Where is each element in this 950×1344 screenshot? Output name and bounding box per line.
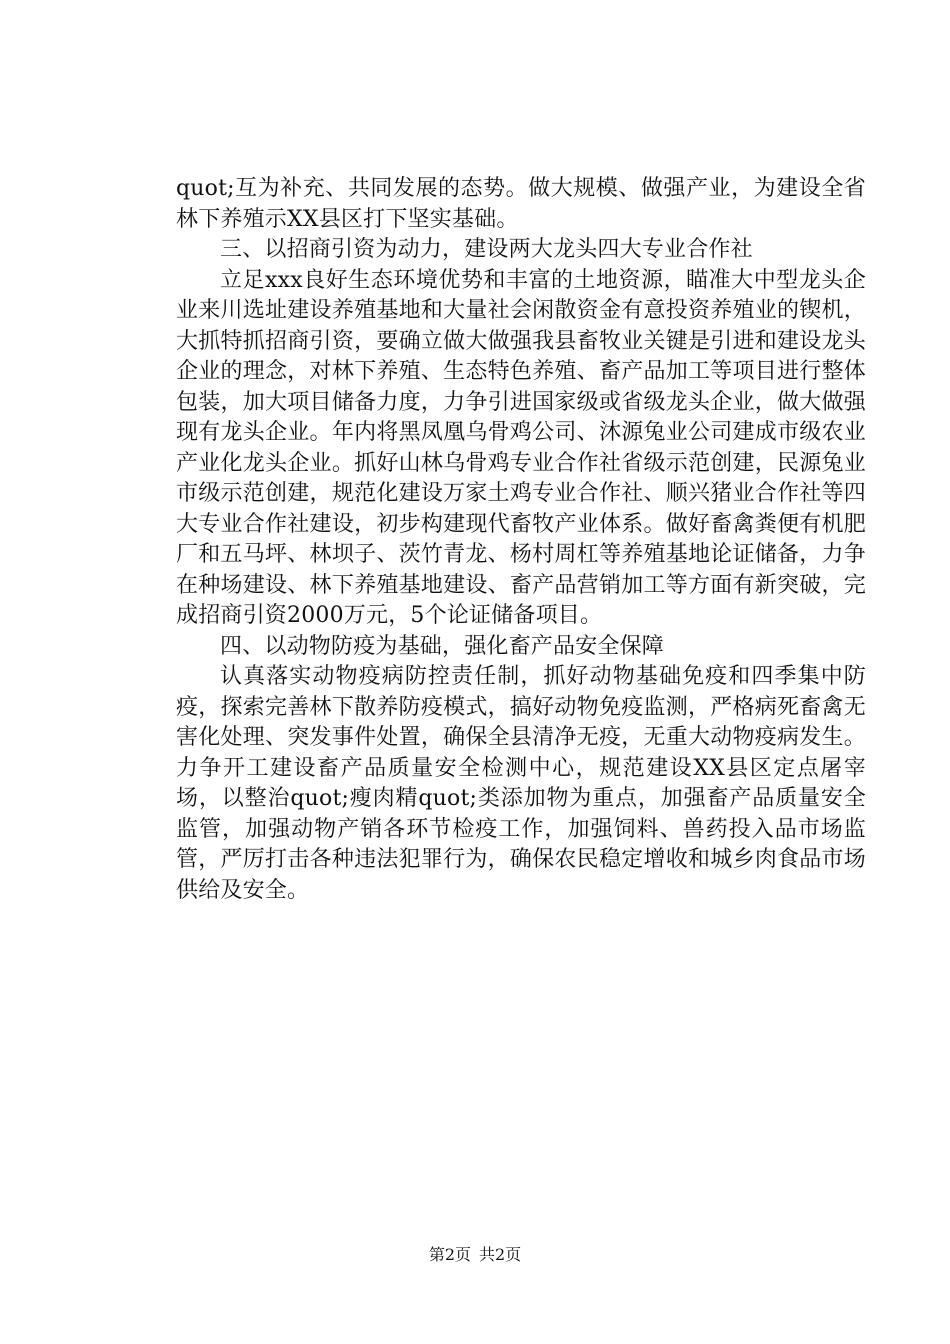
page-number-current: 第2页 [428,1245,471,1264]
document-body [176,174,866,906]
paragraph-continuation: quot;互为补充、共同发展的态势。做大规模、做强产业，为建设全省林下养殖示XX县区打下坚实基础。 [176,176,866,232]
paragraph-epidemic-prevention: 认真落实动物疫病防控责任制，抓好动物基础免疫和四季集中防疫，探索完善林下散养防疫模式，搞好动物免疫监测，严格病死畜禽无害化处理、突发事件处置，确保全县清净无疫，无重大动物疫病发生。力争开工建设畜产品质量安全检测中心，规范建设XX县区定点屠宰场，以整治quot;瘦肉精quot;类添加物为重点，加强畜产品质量安全监管，加强动物产销各环节检疫工作，加强饲料、兽药投入品市场监管，严厉打击各种违法犯罪行为，确保农民稳定增收和城乡肉食品市场供给及安全。 [176,664,866,903]
section-heading-4: 四、以动物防疫为基础，强化畜产品安全保障 [220,633,665,659]
paragraph-investment: 立足xxx良好生态环境优势和丰富的土地资源，瞄准大中型龙头企业来川选址建设养殖基地和大量社会闲散资金有意投资养殖业的锲机，大抓特抓招商引资，要确立做大做强我县畜牧业关键是引进和建设龙头企业的理念，对林下养殖、生态特色养殖、畜产品加工等项目进行整体包装，加大项目储备力度，力争引进国家级或省级龙头企业，做大做强现有龙头企业。年内将黑凤凰乌骨鸡公司、沐源兔业公司建成市级农业产业化龙头企业。抓好山林乌骨鸡专业合作社省级示范创建，民源兔业市级示范创建，规范化建设万家土鸡专业合作社、顺兴猪业合作社等四大专业合作社建设，初步构建现代畜牧产业体系。做好畜禽粪便有机肥厂和五马坪、林坝子、茨竹青龙、杨村周杠等养殖基地论证储备，力争在种场建设、林下养殖基地建设、畜产品营销加工等方面有新突破，完成招商引资2000万元，5个论证储备项目。 [176,267,866,628]
section-heading-3: 三、以招商引资为动力，建设两大龙头四大专业合作社 [220,237,753,262]
page-footer [0,1242,950,1265]
page-number-total: 共2页 [479,1245,522,1264]
